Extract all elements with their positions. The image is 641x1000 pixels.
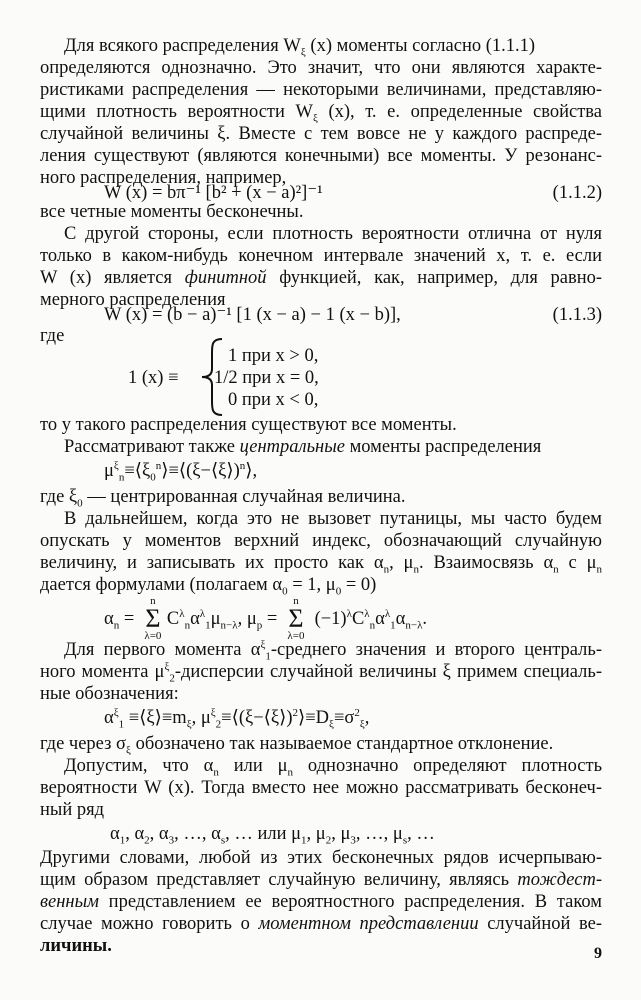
text-fragment: щими плотность вероятности W xyxy=(40,102,313,122)
sign-factor: (−1) xyxy=(309,609,347,629)
text-fragment: однозначно определяют плотность xyxy=(293,756,603,776)
subscript: 1 xyxy=(118,718,125,731)
text-fragment: случайной ве- xyxy=(487,914,602,934)
mean-variance-equation xyxy=(104,707,369,729)
subscript: 2 xyxy=(169,672,175,685)
equation-fragment: ⟩, xyxy=(245,461,258,481)
subscript: n−λ xyxy=(405,619,423,632)
text-fragment: , μ xyxy=(389,553,414,573)
superscript: ξ xyxy=(113,706,119,719)
subscript: n xyxy=(369,619,376,632)
subscript: 1 xyxy=(119,834,126,847)
subscript: 1 xyxy=(265,650,271,663)
alpha-symbol: α xyxy=(395,609,406,629)
subscript: n xyxy=(596,563,603,576)
text-fragment: где ξ xyxy=(40,487,78,507)
text-fragment: обозначено так называемое стандартное отклонение. xyxy=(130,734,554,754)
equation-fragment: , xyxy=(364,708,370,728)
superscript: ξ xyxy=(210,706,216,719)
text-line-25 xyxy=(64,755,602,777)
text-line-24 xyxy=(40,733,553,755)
text-fragment: Для первого момента α xyxy=(64,640,261,660)
superscript: ξ xyxy=(113,459,119,472)
equation-fragment xyxy=(104,609,139,632)
text-line-17: В дальнейшем, когда это не вызовет путаницы, мы часто будем xyxy=(64,509,602,529)
subscript: ξ xyxy=(186,718,192,731)
subscript: n xyxy=(184,619,191,632)
text-line-28: Другими словами, любой из этих бесконечных рядов исчерпываю- xyxy=(40,848,602,868)
subscript: n xyxy=(383,563,390,576)
text-line-1 xyxy=(64,35,535,57)
italic-term: венным xyxy=(40,892,99,912)
sum-lower-limit: λ=0 xyxy=(144,630,162,642)
equation-number: (1.1.2) xyxy=(552,183,602,203)
text-line-8: все четные моменты бесконечны. xyxy=(40,202,304,222)
superscript: n xyxy=(239,459,246,472)
text-line-29 xyxy=(40,869,602,891)
superscript: λ xyxy=(384,607,391,620)
superscript: λ xyxy=(346,607,352,620)
text-fragment: случае можно говорить о xyxy=(40,914,250,934)
text-line-23: ные обозначения: xyxy=(40,684,179,704)
equals-sign: = xyxy=(262,609,282,629)
subscript: 2 xyxy=(215,718,222,731)
text-line-10: только в каком-нибудь конечном интервале значений x, т. е. если xyxy=(40,246,602,266)
superscript: λ xyxy=(364,607,370,620)
subscript: s xyxy=(220,834,226,847)
equation-fragment: ⟩≡⟨(ξ−⟨ξ⟩) xyxy=(161,461,240,481)
equation-fragment: , μ xyxy=(191,708,211,728)
subscript: n xyxy=(553,563,559,576)
sum-operator xyxy=(282,596,310,642)
alpha-symbol: α xyxy=(110,824,120,844)
text-fragment: или μ xyxy=(218,756,288,776)
text-line-4 xyxy=(40,101,602,123)
alpha-symbol: α xyxy=(190,609,200,629)
step-function-label: 1 (x) ≡ xyxy=(128,368,179,388)
subscript: 3 xyxy=(168,834,175,847)
text-fragment: (x) моменты согласно (1.1.1) xyxy=(310,36,536,56)
alpha-symbol: α xyxy=(104,708,114,728)
italic-term: моментном представлении xyxy=(258,914,479,934)
text-line-32: личины. xyxy=(40,936,112,956)
text-fragment: (x), т. е. определенные свойства xyxy=(328,102,603,122)
text-fragment: Рассматривают также xyxy=(64,437,235,457)
text-line-26: вероятности W (x). Тогда вместо нее можно рассматривать бесконеч- xyxy=(40,778,602,798)
equation-1-1-3: W (x) = (b − a)⁻¹ [1 (x − a) − 1 (x − b)], xyxy=(104,305,401,325)
equation-fragment: ≡σ xyxy=(333,708,355,728)
text-line-9: С другой стороны, если плотность вероятности отлична от нуля xyxy=(64,224,602,244)
subscript: ξ xyxy=(126,744,131,757)
equation-fragment: ≡⟨ξ xyxy=(124,461,151,481)
sum-upper-limit: n xyxy=(293,595,299,607)
text-line-31 xyxy=(40,913,602,935)
text-line-18: опускать у моментов верхний индекс, обозначающий случайную xyxy=(40,531,602,551)
text-fragment: W (x) является xyxy=(40,268,173,288)
subscript: 1 xyxy=(301,834,307,847)
italic-term: центральные xyxy=(239,437,345,457)
text-fragment: щим образом представляет случайную величину, являясь xyxy=(40,870,510,890)
text-fragment: ного момента μ xyxy=(40,662,165,682)
text-fragment: = 1, μ xyxy=(287,575,336,595)
subscript: 0 xyxy=(335,585,342,598)
text-fragment: где через σ xyxy=(40,734,127,754)
period: . xyxy=(422,609,428,629)
superscript: n xyxy=(155,459,162,472)
equals-sign: = xyxy=(119,609,139,629)
subscript: 1 xyxy=(390,619,396,632)
sum-lower-limit: λ=0 xyxy=(287,630,305,642)
c-symbol: C xyxy=(351,609,365,629)
italic-term: финитной xyxy=(184,268,267,288)
equation-fragment xyxy=(166,607,282,632)
page-number: 9 xyxy=(594,945,602,962)
text-fragment: . Взаимосвязь α xyxy=(418,553,554,573)
subscript: ξ xyxy=(300,46,306,59)
subscript: n xyxy=(287,766,294,779)
text-line-2: определяются однозначно. Это значит, что они являются характе- xyxy=(40,58,602,78)
c-symbol: C xyxy=(166,609,180,629)
mu-symbol: μ xyxy=(210,609,221,629)
alpha-symbol: α xyxy=(104,609,114,629)
text-line-19 xyxy=(40,552,602,574)
mu-symbol: μ xyxy=(104,461,114,481)
subscript: p xyxy=(256,619,263,632)
text-line-6: ления существуют (являются конечными) все моменты. У резонанс- xyxy=(40,146,602,166)
subscript: 3 xyxy=(350,834,356,847)
text-fragment: — центрированная случайная величина. xyxy=(82,487,406,507)
equation-fragment: , μ xyxy=(331,824,351,844)
subscript: 0 xyxy=(282,585,288,598)
equation-number: (1.1.3) xyxy=(552,305,602,325)
subscript: n xyxy=(413,563,419,576)
superscript: λ xyxy=(179,607,185,620)
equation-fragment: , …, μ xyxy=(355,824,403,844)
subscript: n xyxy=(213,766,219,779)
superscript: 2 xyxy=(354,706,360,719)
subscript: 1 xyxy=(205,619,211,632)
subscript: 0 xyxy=(150,471,156,484)
text-line-11 xyxy=(40,267,602,289)
text-line-12: мерного распределения xyxy=(40,290,226,310)
text-line-15 xyxy=(64,436,541,458)
text-line-21 xyxy=(64,639,602,661)
equation-fragment: , α xyxy=(149,824,169,844)
text-line-22 xyxy=(40,661,602,683)
sigma-symbol: Σ xyxy=(288,604,304,633)
equation-fragment: ≡⟨(ξ−⟨ξ⟩) xyxy=(221,708,293,728)
central-moment-definition xyxy=(104,460,257,482)
text-fragment: -дисперсии случайной величины ξ примем специаль- xyxy=(174,662,602,682)
case-positive: 1 при x > 0, xyxy=(228,346,319,366)
text-fragment: Для всякого распределения W xyxy=(64,36,301,56)
subscript: 2 xyxy=(325,834,332,847)
equation-fragment: , α xyxy=(125,824,145,844)
equation-fragment: , μ xyxy=(306,824,326,844)
subscript: n xyxy=(118,471,125,484)
alpha-symbol: α xyxy=(375,609,385,629)
equation-1-1-2: W (x) = bπ⁻¹ [b² + (x − a)²]⁻¹ xyxy=(104,183,323,203)
text-fragment: = 0) xyxy=(341,575,377,595)
sum-operator xyxy=(139,596,167,642)
subscript: ξ xyxy=(329,718,334,731)
superscript: ξ xyxy=(164,660,170,673)
equation-fragment: , … xyxy=(407,824,435,844)
text-line-13: где xyxy=(40,326,65,346)
moment-relation-equation xyxy=(104,596,427,642)
text-fragment: -среднего значения и второго централь- xyxy=(270,640,602,660)
equation-fragment: ≡⟨ξ⟩≡m xyxy=(124,708,187,728)
text-line-14: то у такого распределения существуют все моменты. xyxy=(40,415,457,435)
superscript: λ xyxy=(199,607,206,620)
text-fragment: с μ xyxy=(558,553,597,573)
subscript: 0 xyxy=(77,497,83,510)
text-fragment: функцией, как, например, для равно- xyxy=(279,268,603,288)
superscript: ξ xyxy=(260,638,266,651)
subscript: n−λ xyxy=(220,619,238,632)
equation-fragment: , …, α xyxy=(174,824,221,844)
text-line-20 xyxy=(40,574,376,596)
case-zero: 1/2 при x = 0, xyxy=(214,368,319,388)
subscript: ξ xyxy=(359,718,365,731)
subscript: ξ xyxy=(312,112,318,125)
sum-upper-limit: n xyxy=(150,595,156,607)
text-line-3: ристиками распределения — некоторыми величинами, представляю- xyxy=(40,80,602,100)
superscript: 2 xyxy=(292,706,299,719)
text-fragment: Допустим, что α xyxy=(64,756,214,776)
subscript: s xyxy=(402,834,408,847)
equation-fragment: , … или μ xyxy=(225,824,302,844)
text-line-30 xyxy=(40,891,602,913)
italic-term: тождест- xyxy=(517,870,602,890)
text-fragment: представлением ее вероятностного распределения. В таком xyxy=(108,892,602,912)
case-negative: 0 при x < 0, xyxy=(228,390,319,410)
text-line-7: ного распределения, например, xyxy=(40,168,287,188)
sigma-symbol: Σ xyxy=(145,604,161,633)
subscript: 2 xyxy=(144,834,150,847)
equation-fragment xyxy=(309,607,428,632)
equation-fragment: ⟩≡D xyxy=(298,708,330,728)
text-line-16 xyxy=(40,486,406,508)
text-fragment: моменты распределения xyxy=(349,437,542,457)
text-fragment: дается формулами (полагаем α xyxy=(40,575,283,595)
text-line-5: случайной величины ξ. Вместе с тем вовсе не у каждого распреде- xyxy=(40,124,602,144)
separator: , μ xyxy=(237,609,257,629)
moment-series xyxy=(110,823,435,845)
text-fragment: величину, и записывать их просто как α xyxy=(40,553,384,573)
text-line-27: ный ряд xyxy=(40,800,105,820)
subscript: n xyxy=(113,619,120,632)
